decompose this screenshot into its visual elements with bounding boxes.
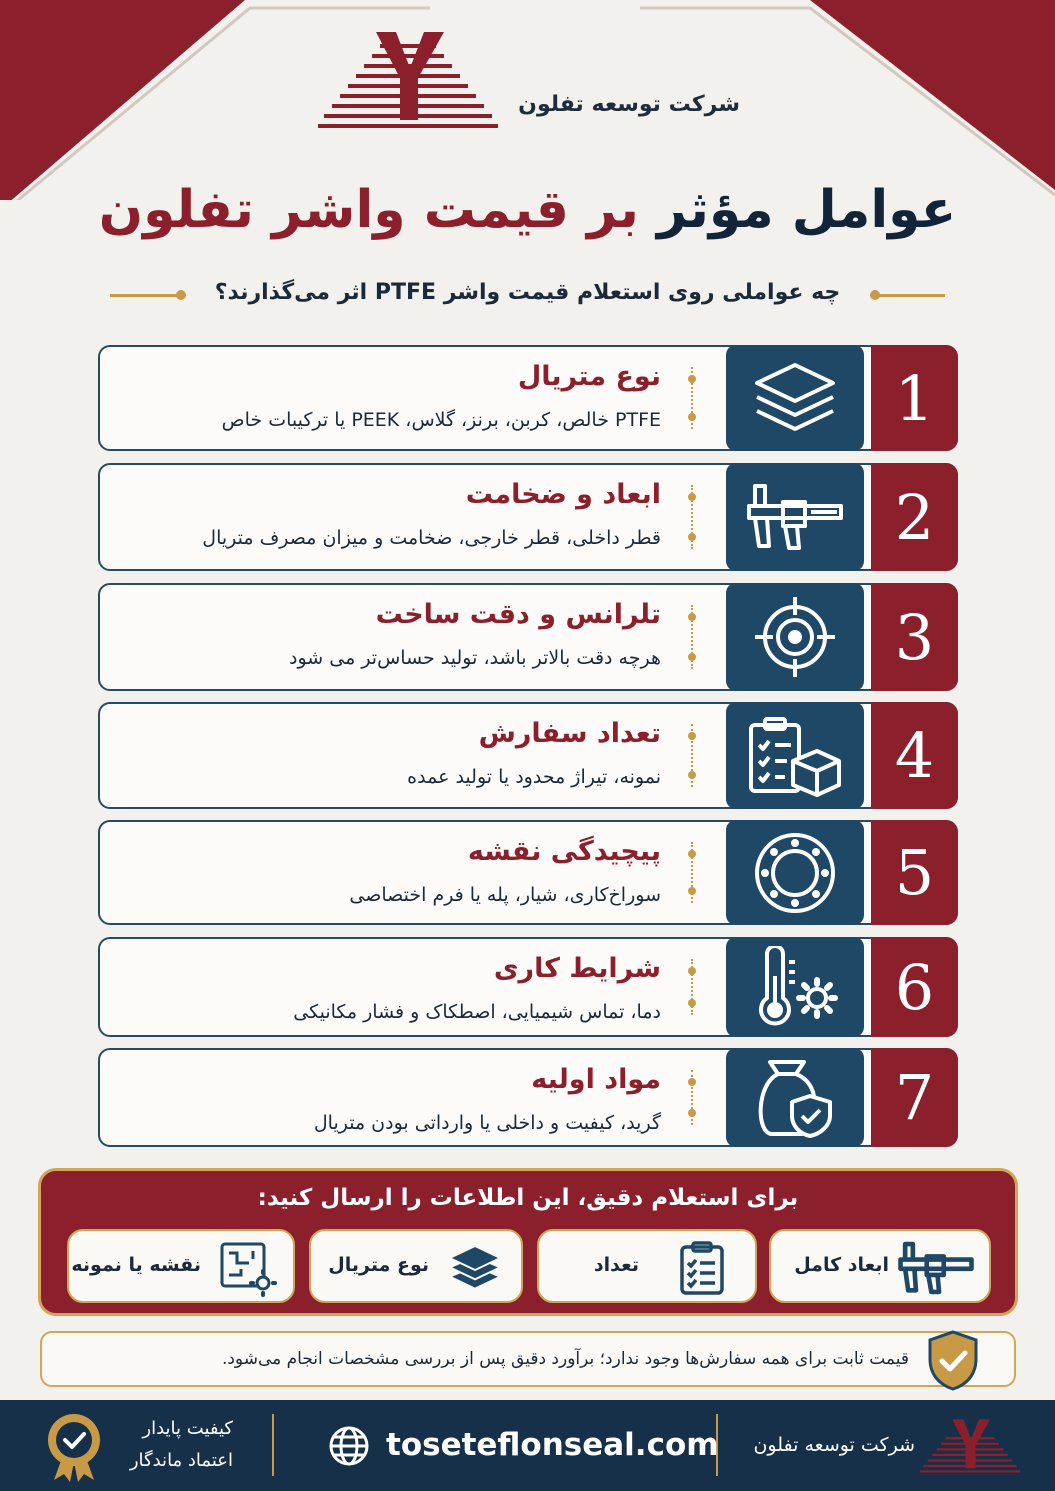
- company-logo: [318, 28, 498, 132]
- request-info-panel: [38, 1168, 1018, 1316]
- website-link[interactable]: toseteflonseal.com: [386, 1427, 719, 1463]
- card-separator: [691, 842, 693, 903]
- factor-title: پیچیدگی نقشه: [467, 836, 661, 867]
- factor-number: 1: [871, 345, 958, 451]
- footer: [0, 1400, 1055, 1491]
- quality-line-2: اعتماد ماندگار: [129, 1450, 233, 1471]
- factor-number: 4: [871, 702, 958, 809]
- quality-line-1: کیفیت پایدار: [142, 1418, 233, 1439]
- factor-card-4: [98, 702, 958, 809]
- factor-card-3: [98, 583, 958, 691]
- factor-title: تعداد سفارش: [478, 718, 661, 749]
- factor-description: نمونه، تیراژ محدود یا تولید عمده: [407, 766, 661, 788]
- factor-number: 7: [871, 1048, 958, 1147]
- request-title: برای استعلام دقیق، این اطلاعات را ارسال کنید:: [257, 1185, 799, 1211]
- layers-icon: [447, 1241, 503, 1295]
- page-title: [80, 180, 975, 240]
- factor-number: 5: [871, 820, 958, 925]
- subtitle-right-line: [875, 294, 945, 297]
- caliper-icon: [726, 463, 864, 571]
- title-part-2: بر قیمت واشر تفلون: [98, 180, 639, 240]
- card-separator: [691, 367, 693, 429]
- globe-icon: [328, 1425, 370, 1467]
- gasket-ring-icon: [726, 820, 864, 925]
- note-text: قیمت ثابت برای همه سفارش‌ها وجود ندارد؛ برآورد دقیق پس از بررسی مشخصات انجام می‌شود.: [221, 1349, 909, 1369]
- request-item-label: ابعاد کامل: [794, 1254, 889, 1276]
- shield-check-icon: [926, 1329, 980, 1391]
- card-separator: [691, 724, 693, 787]
- caliper-icon: [897, 1241, 975, 1295]
- footer-company-name: شرکت توسعه تفلون: [753, 1434, 915, 1456]
- card-separator: [691, 605, 693, 669]
- factor-number: 3: [871, 583, 958, 691]
- factor-card-1: [98, 345, 958, 451]
- factor-title: شرایط کاری: [493, 953, 661, 984]
- subtitle: چه عواملی روی استعلام قیمت واشر PTFE اثر می‌گذارند؟: [214, 280, 841, 305]
- factor-card-6: [98, 937, 958, 1037]
- request-item-label: تعداد: [593, 1254, 639, 1276]
- factor-title: ابعاد و ضخامت: [465, 479, 661, 510]
- target-icon: [726, 583, 864, 691]
- factor-title: نوع متریال: [517, 361, 661, 392]
- request-item-dimensions: [769, 1229, 991, 1303]
- factor-description: گرید، کیفیت و داخلی یا وارداتی بودن متریال: [313, 1112, 661, 1134]
- thermometer-gear-icon: [726, 937, 864, 1037]
- factor-card-2: [98, 463, 958, 571]
- checklist-box-icon: [726, 702, 864, 809]
- request-item-label: نقشه یا نمونه: [71, 1254, 201, 1276]
- factor-description: قطر داخلی، قطر خارجی، ضخامت و میزان مصرف متریال: [202, 527, 661, 549]
- factor-card-5: [98, 820, 958, 925]
- request-item-drawing: [67, 1229, 295, 1303]
- factor-description: دما، تماس شیمیایی، اصطکاک و فشار مکانیکی: [293, 1001, 661, 1023]
- company-name: شرکت توسعه تفلون: [518, 92, 740, 117]
- card-separator: [691, 959, 693, 1015]
- request-item-label: نوع متریال: [328, 1254, 429, 1276]
- factor-description: هرچه دقت بالاتر باشد، تولید حساس‌تر می شود: [289, 647, 661, 669]
- card-separator: [691, 485, 693, 549]
- factor-title: مواد اولیه: [531, 1064, 661, 1095]
- blueprint-gear-icon: [219, 1241, 279, 1297]
- clipboard-icon: [679, 1241, 725, 1295]
- sack-shield-icon: [726, 1048, 864, 1147]
- quality-badge-icon: [44, 1410, 104, 1482]
- request-item-quantity: [537, 1229, 757, 1303]
- factor-card-7: [98, 1048, 958, 1147]
- title-part-1: عوامل مؤثر: [656, 180, 957, 240]
- footer-divider: [272, 1414, 274, 1476]
- factor-description: PTFE خالص، کربن، برنز، گلاس، PEEK یا ترکیبات خاص: [221, 409, 661, 431]
- request-item-material: [309, 1229, 523, 1303]
- card-separator: [691, 1070, 693, 1125]
- price-note: [40, 1331, 1016, 1387]
- footer-logo: [920, 1414, 1020, 1478]
- factor-number: 6: [871, 937, 958, 1037]
- factor-number: 2: [871, 463, 958, 571]
- factor-title: تلرانس و دقت ساخت: [375, 599, 661, 630]
- layers-icon: [726, 345, 864, 451]
- factor-description: سوراخ‌کاری، شیار، پله یا فرم اختصاصی: [349, 884, 661, 906]
